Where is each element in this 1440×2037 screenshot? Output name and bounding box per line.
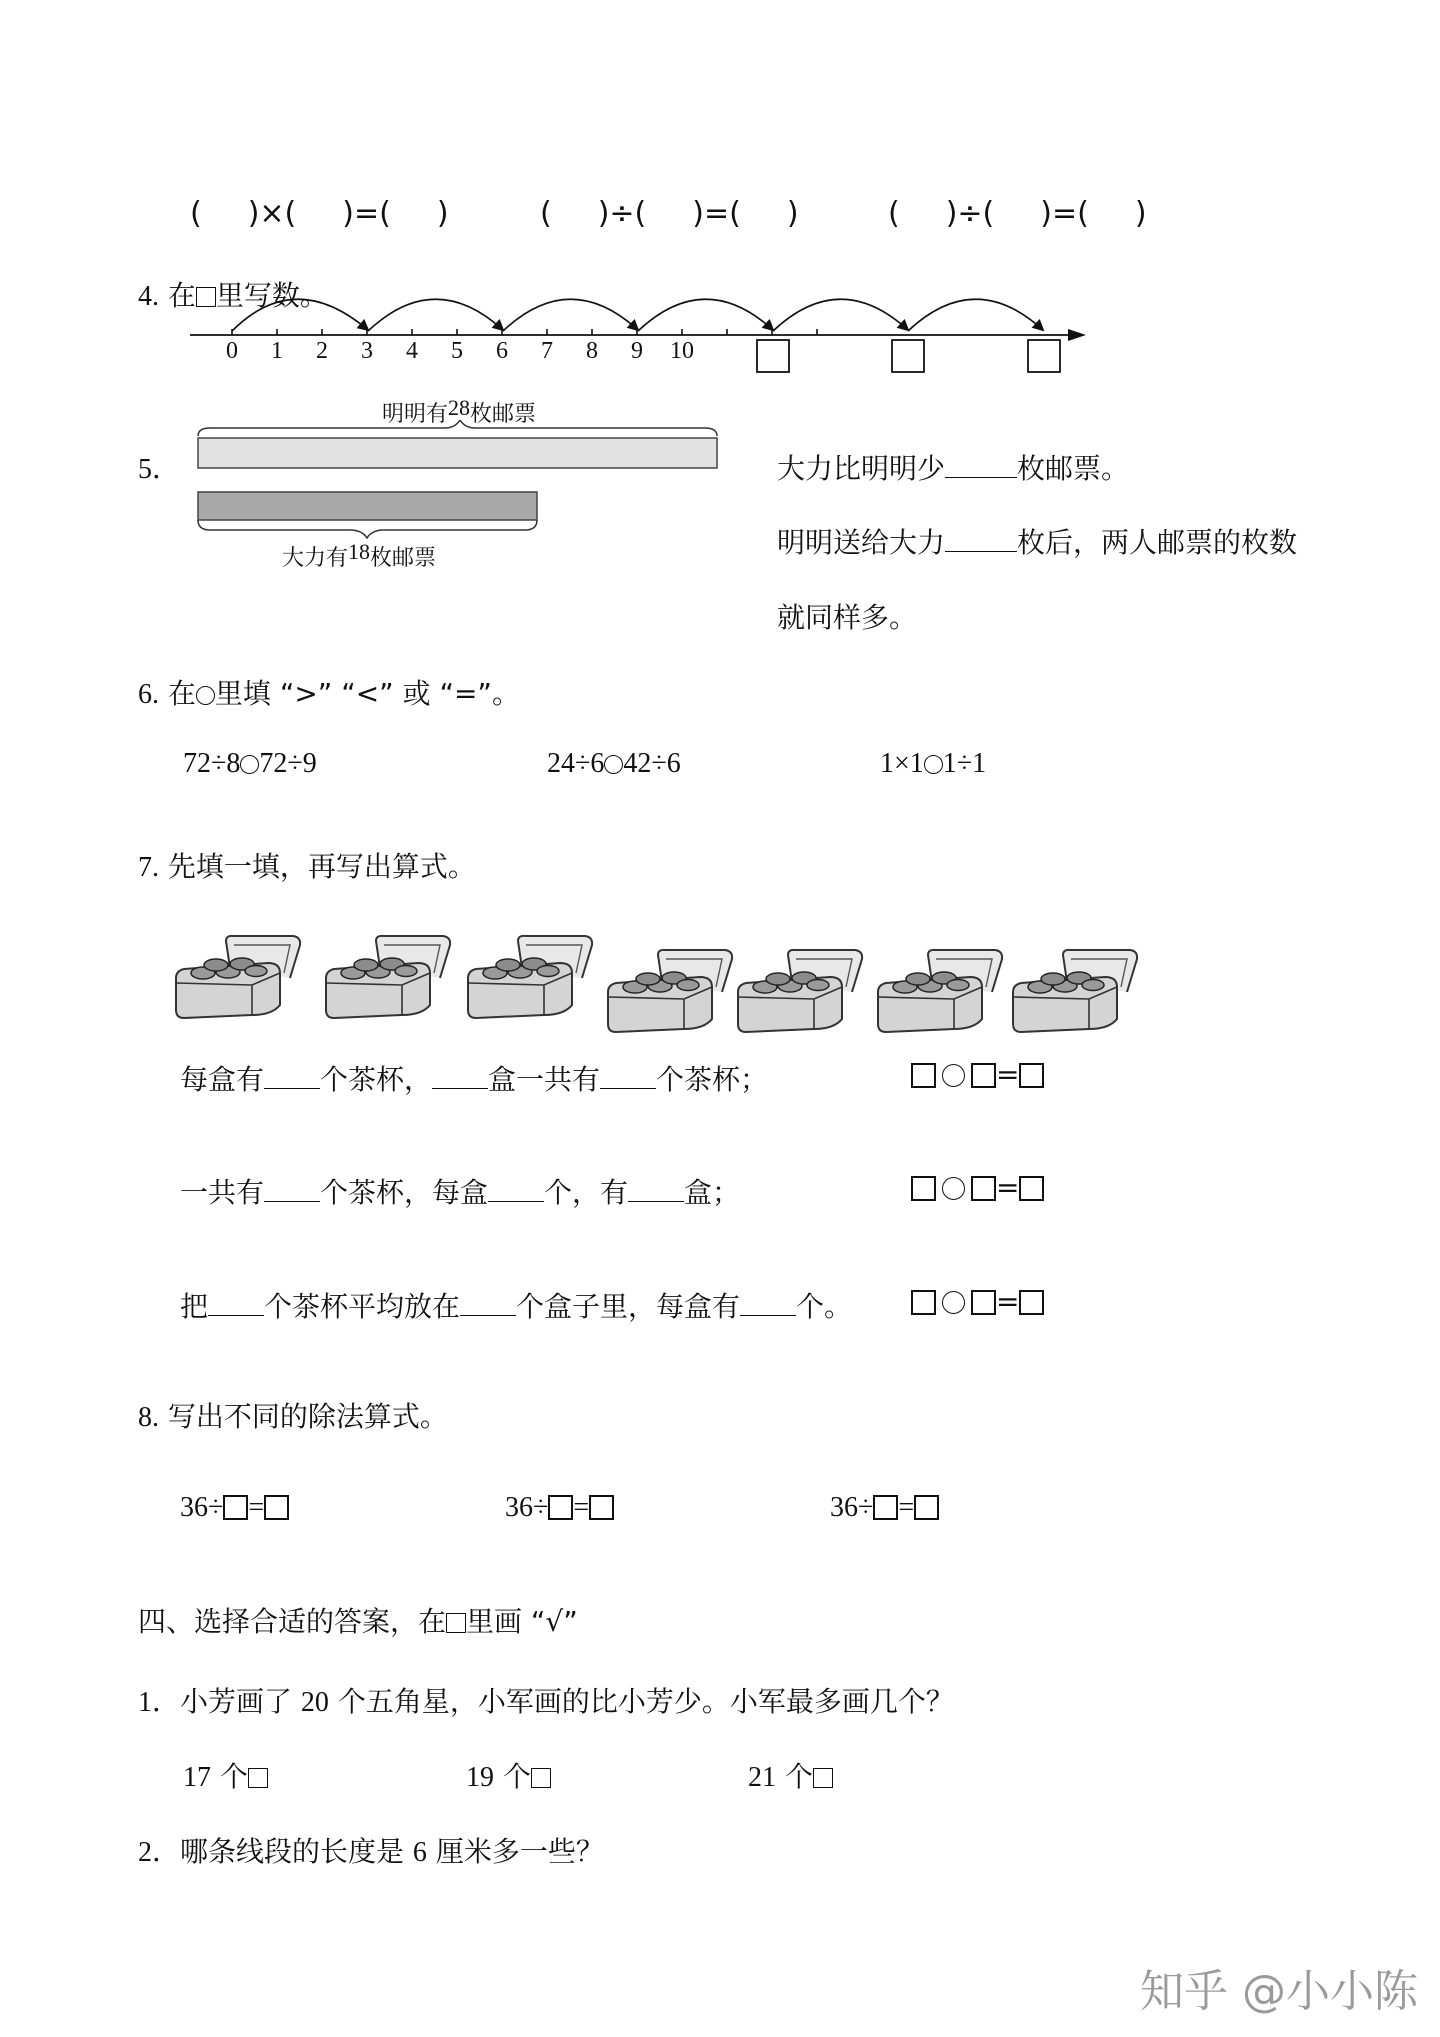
answer-blank[interactable] <box>460 1293 516 1316</box>
equation-row-2: ( )÷( )=( ) <box>540 196 799 231</box>
q5-line-1: 大力比明明少 枚邮票。 <box>777 452 1130 485</box>
jump-arc <box>368 299 503 331</box>
compare-item-2: 24÷6 42÷6 <box>547 748 681 779</box>
q7-equation-1: = <box>911 1058 1044 1091</box>
q8-title: 8. 写出不同的除法算式。 <box>138 1400 448 1433</box>
q7-equation-2: = <box>911 1171 1044 1204</box>
jump-arc <box>773 299 908 331</box>
number-line-label: 6 <box>496 338 508 364</box>
jump-arc <box>908 299 1043 331</box>
answer-box[interactable] <box>873 1495 898 1520</box>
answer-blank[interactable] <box>600 1066 656 1089</box>
s4-q1-option-2: 19 个 <box>466 1755 551 1795</box>
jump-arcs <box>232 299 1043 331</box>
division-equation-3: 36÷ = <box>830 1492 939 1524</box>
checkbox[interactable] <box>813 1768 833 1788</box>
compare-circle[interactable] <box>604 755 623 774</box>
answer-box[interactable] <box>971 1176 996 1201</box>
answer-blank[interactable] <box>945 529 1017 552</box>
answer-box[interactable] <box>971 1290 996 1315</box>
teacup-box <box>326 936 450 1018</box>
answer-box[interactable] <box>914 1495 939 1520</box>
top-brace <box>198 420 717 436</box>
number-line-label: 1 <box>271 338 283 364</box>
number-line-label: 8 <box>586 338 598 364</box>
answer-blank[interactable] <box>945 455 1017 478</box>
answer-box <box>1028 340 1060 372</box>
answer-box[interactable] <box>1019 1290 1044 1315</box>
compare-circle[interactable] <box>924 755 943 774</box>
teacup-box <box>738 950 862 1032</box>
bar-diagram <box>190 420 770 560</box>
answer-box[interactable] <box>971 1063 996 1088</box>
answer-box <box>892 340 924 372</box>
q7-equation-3: = <box>911 1285 1044 1318</box>
q5-line-3: 就同样多。 <box>777 601 918 634</box>
answer-blank[interactable] <box>208 1293 264 1316</box>
operator-circle[interactable] <box>942 1177 965 1200</box>
answer-box[interactable] <box>548 1495 573 1520</box>
teacup-box <box>176 936 300 1018</box>
equation-row-1: ( )×( )=( ) <box>190 196 449 231</box>
section-4-title: 四、选择合适的答案，在 里画 “√” <box>138 1605 578 1638</box>
watermark: 知乎 @小小陈 <box>1140 1966 1418 2017</box>
teacup-box <box>1013 950 1137 1032</box>
number-line-label: 3 <box>361 338 373 364</box>
bottom-brace <box>198 520 537 538</box>
answer-blank[interactable] <box>740 1293 796 1316</box>
equation-row-3: ( )÷( )=( ) <box>888 196 1147 231</box>
operator-circle[interactable] <box>942 1064 965 1087</box>
answer-box[interactable] <box>589 1495 614 1520</box>
q7-line-3: 把 个茶杯平均放在 个盒子里，每盒有 个。 <box>180 1290 853 1323</box>
number-line-label: 0 <box>226 338 238 364</box>
number-line-label: 2 <box>316 338 328 364</box>
checkbox[interactable] <box>531 1768 551 1788</box>
q7-line-1: 每盒有 个茶杯， 盒一共有 个茶杯； <box>180 1063 769 1096</box>
compare-item-1: 72÷8 72÷9 <box>183 748 317 779</box>
s4-q1-option-1: 17 个 <box>183 1755 268 1795</box>
answer-box <box>757 340 789 372</box>
jump-arc <box>638 299 773 331</box>
bar-label-bottom: 大力有18枚邮票 <box>282 539 437 571</box>
s4-q1-option-3: 21 个 <box>748 1755 833 1795</box>
teacup-box <box>608 950 732 1032</box>
answer-blank[interactable] <box>432 1066 488 1089</box>
number-line-label: 10 <box>670 338 694 364</box>
answer-box[interactable] <box>1019 1063 1044 1088</box>
answer-blank[interactable] <box>264 1066 320 1089</box>
bar-mingming <box>198 438 717 468</box>
answer-box-icon <box>446 1613 466 1633</box>
number-line-label: 7 <box>541 338 553 364</box>
answer-blank[interactable] <box>264 1179 320 1202</box>
teacup-box <box>468 936 592 1018</box>
answer-box[interactable] <box>911 1290 936 1315</box>
q4-title: 4. 在 里写数。 <box>138 279 328 312</box>
q7-line-2: 一共有 个茶杯，每盒 个，有 盒； <box>180 1176 741 1209</box>
compare-circle[interactable] <box>240 755 259 774</box>
bar-dali <box>198 492 537 520</box>
q5-number: 5． <box>138 454 181 485</box>
answer-box[interactable] <box>264 1495 289 1520</box>
number-line-label: 9 <box>631 338 643 364</box>
checkbox[interactable] <box>248 1768 268 1788</box>
s4-q1-text: 1．小芳画了 20 个五角星，小军画的比小芳少。小军最多画几个？ <box>138 1685 954 1718</box>
answer-blank[interactable] <box>488 1179 544 1202</box>
operator-circle[interactable] <box>942 1291 965 1314</box>
compare-circle-icon <box>196 686 215 705</box>
number-line-label: 4 <box>406 338 418 364</box>
answer-box[interactable] <box>223 1495 248 1520</box>
division-equation-2: 36÷ = <box>505 1492 614 1524</box>
number-line-label: 5 <box>451 338 463 364</box>
bar-label-top: 明明有28枚邮票 <box>382 395 537 427</box>
jump-arc <box>503 299 638 331</box>
answer-box[interactable] <box>911 1176 936 1201</box>
q7-title: 7. 先填一填，再写出算式。 <box>138 850 476 883</box>
answer-box[interactable] <box>1019 1176 1044 1201</box>
answer-box[interactable] <box>911 1063 936 1088</box>
q6-title: 6. 在 里填 “>” “<” 或 “=”。 <box>138 677 520 710</box>
teacup-box <box>878 950 1002 1032</box>
compare-item-3: 1×1 1÷1 <box>880 748 987 779</box>
s4-q2-text: 2．哪条线段的长度是 6 厘米多一些？ <box>138 1835 604 1868</box>
number-line-arrowhead <box>1068 329 1086 341</box>
q5-line-2: 明明送给大力 枚后，两人邮票的枚数 <box>777 526 1298 559</box>
answer-blank[interactable] <box>628 1179 684 1202</box>
division-equation-1: 36÷ = <box>180 1492 289 1524</box>
teacup-boxes <box>160 925 1360 1045</box>
jump-arc <box>232 299 368 331</box>
